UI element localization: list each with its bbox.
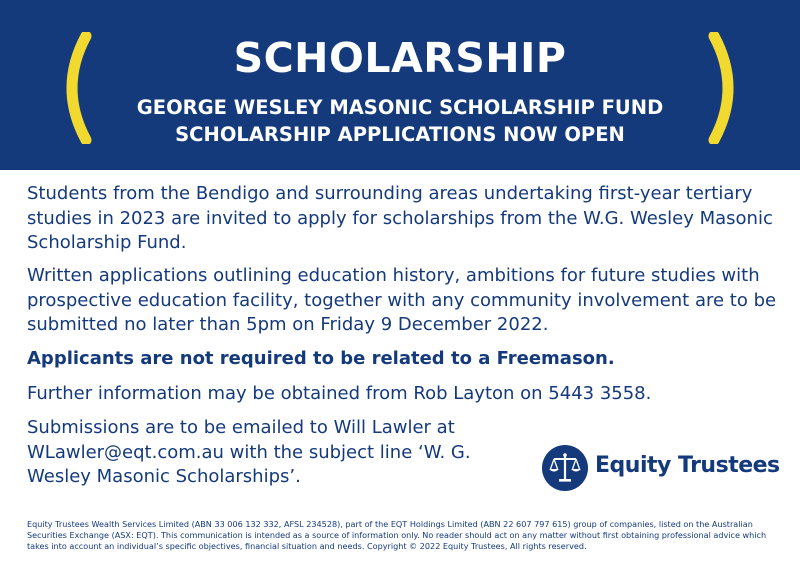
applications-open-heading: SCHOLARSHIP APPLICATIONS NOW OPEN — [175, 123, 625, 146]
legal-disclaimer: Equity Trustees Wealth Services Limited (ABN 33 006 132 332, AFSL 234528), part of the EQT Holdings Limited (ABN 22 607 797 615) group of companies, listed on the Australian Securities Exchange (ASX: EQT). This communication is intended as a source of information only. No reader should act on any matter without first obtaining professional advice which takes into account an individual’s specific objectives, financial situation and needs. Copyright © 2022 Equity Trustees, All rights reserved. — [27, 519, 767, 551]
equity-trustees-logo — [541, 440, 781, 496]
header-banner — [0, 0, 800, 170]
fund-name-heading: GEORGE WESLEY MASONIC SCHOLARSHIP FUND — [136, 96, 664, 119]
logo-wordmark: Equity Trustees — [595, 453, 780, 478]
application-requirements-paragraph: Written applications outlining education history, ambitions for future studies with prospective education facility, together with any community involvement are to be submitted no later than 5pm on Friday 9 December 2022. — [27, 265, 777, 335]
page-title: SCHOLARSHIP — [233, 34, 567, 82]
eligibility-paragraph: Students from the Bendigo and surrounding areas undertaking first-year tertiary studies in 2023 are invited to apply for scholarships from the W.G. Wesley Masonic Scholarship Fund. — [27, 183, 773, 253]
submission-instructions-paragraph: Submissions are to be emailed to Will Lawler at WLawler@eqt.com.au with the subject line ‘W. G. Wesley Masonic Scholarships’. — [27, 417, 471, 487]
freemason-notice: Applicants are not required to be related to a Freemason. — [27, 348, 615, 369]
scales-of-justice-icon — [541, 444, 589, 492]
contact-info-paragraph: Further information may be obtained from Rob Layton on 5443 3558. — [27, 383, 652, 404]
